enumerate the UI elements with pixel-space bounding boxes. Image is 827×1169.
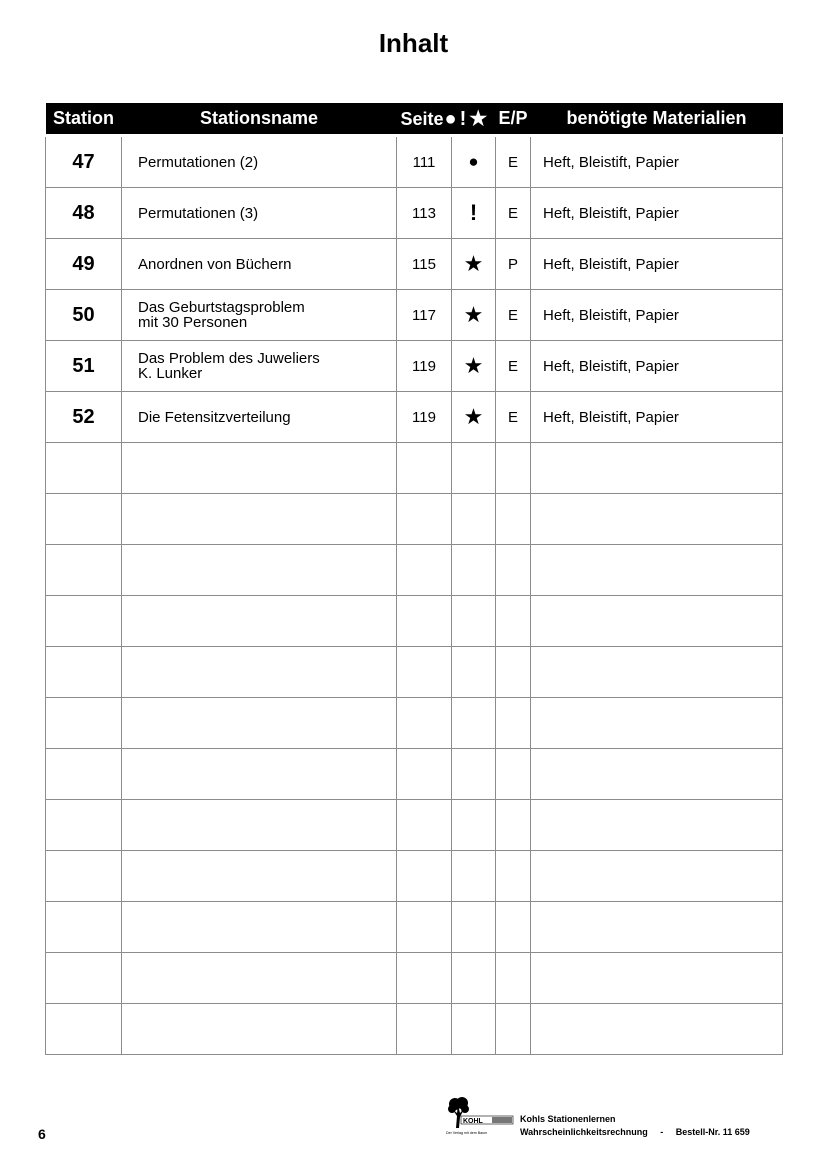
empty-cell (452, 749, 496, 800)
empty-cell (397, 494, 452, 545)
footer-order-number: Bestell-Nr. 11 659 (675, 1127, 750, 1137)
station-name-line: Das Problem des Juweliers (138, 350, 320, 367)
difficulty-symbol-icon: ★ (452, 392, 496, 443)
empty-cell (46, 596, 122, 647)
materials-cell: Heft, Bleistift, Papier (531, 341, 783, 392)
empty-cell (397, 545, 452, 596)
station-name (122, 239, 397, 290)
difficulty-symbol-icon: ★ (452, 341, 496, 392)
station-name-line: Anordnen von Büchern (138, 255, 292, 273)
empty-cell (397, 851, 452, 902)
empty-cell (452, 902, 496, 953)
empty-cell (46, 1004, 122, 1055)
work-form-cell: E (496, 188, 531, 239)
footer-series: Kohls Stationenlernen (520, 1114, 616, 1124)
empty-cell (397, 1004, 452, 1055)
contents-table (45, 103, 783, 1055)
page-number-cell: 119 (397, 392, 452, 443)
empty-cell (531, 851, 783, 902)
empty-cell (496, 800, 531, 851)
table-row (46, 341, 783, 392)
empty-cell (397, 443, 452, 494)
empty-row (46, 902, 783, 953)
work-form-cell: E (496, 392, 531, 443)
empty-cell (122, 647, 397, 698)
empty-row (46, 443, 783, 494)
empty-cell (496, 749, 531, 800)
table-row (46, 392, 783, 443)
empty-cell (531, 494, 783, 545)
empty-cell (46, 800, 122, 851)
station-number: 50 (46, 290, 122, 341)
empty-cell (46, 749, 122, 800)
publisher-logo (444, 1096, 514, 1136)
materials-cell: Heft, Bleistift, Papier (531, 290, 783, 341)
empty-cell (452, 953, 496, 1004)
work-form-cell: E (496, 136, 531, 188)
empty-cell (122, 749, 397, 800)
empty-cell (122, 1004, 397, 1055)
station-name (122, 290, 397, 341)
empty-row (46, 545, 783, 596)
page-number: 6 (38, 1126, 46, 1142)
station-name-line: Die Fetensitzverteilung (138, 408, 291, 426)
empty-cell (122, 698, 397, 749)
page-number-cell: 117 (397, 290, 452, 341)
work-form-cell: P (496, 239, 531, 290)
footer-book-title: Wahrscheinlichkeitsrechnung (520, 1127, 648, 1137)
empty-cell (496, 596, 531, 647)
table-row (46, 188, 783, 239)
empty-cell (531, 749, 783, 800)
empty-cell (452, 596, 496, 647)
empty-cell (452, 800, 496, 851)
materials-cell: Heft, Bleistift, Papier (531, 239, 783, 290)
difficulty-symbol-icon: ● (452, 136, 496, 188)
empty-row (46, 800, 783, 851)
empty-cell (531, 443, 783, 494)
empty-cell (496, 953, 531, 1004)
empty-cell (531, 647, 783, 698)
logo-tagline: Der Verlag mit dem Baum (446, 1131, 488, 1135)
materials-cell: Heft, Bleistift, Papier (531, 188, 783, 239)
logo-name: KOHL (463, 1118, 483, 1125)
table-row (46, 239, 783, 290)
star-icon: ★ (469, 108, 489, 130)
empty-cell (397, 902, 452, 953)
empty-cell (496, 1004, 531, 1055)
empty-cell (531, 800, 783, 851)
station-name-line: K. Lunker (138, 365, 203, 382)
station-name (122, 341, 397, 392)
page-title: Inhalt (378, 28, 449, 58)
station-name-line: Das Geburtstagsproblem (138, 299, 305, 316)
table-header-row (46, 103, 783, 136)
empty-cell (531, 698, 783, 749)
work-form-cell: E (496, 290, 531, 341)
empty-cell (397, 647, 452, 698)
empty-cell (496, 494, 531, 545)
materials-cell: Heft, Bleistift, Papier (531, 136, 783, 188)
empty-cell (46, 647, 122, 698)
footer-separator: - (660, 1127, 664, 1137)
materials-cell: Heft, Bleistift, Papier (531, 392, 783, 443)
empty-row (46, 647, 783, 698)
empty-row (46, 749, 783, 800)
difficulty-symbol-icon: ★ (452, 239, 496, 290)
empty-cell (122, 953, 397, 1004)
empty-cell (122, 596, 397, 647)
empty-cell (496, 902, 531, 953)
empty-cell (452, 1004, 496, 1055)
difficulty-symbol-icon: ! (452, 188, 496, 239)
header-materials: benötigte Materialien (531, 103, 783, 136)
station-name (122, 136, 397, 188)
empty-cell (46, 902, 122, 953)
empty-row (46, 1004, 783, 1055)
station-name-line: mit 30 Personen (138, 314, 248, 331)
table-row (46, 290, 783, 341)
empty-cell (122, 443, 397, 494)
empty-cell (397, 953, 452, 1004)
circle-icon: ● (444, 108, 458, 130)
empty-row (46, 698, 783, 749)
empty-cell (496, 647, 531, 698)
header-page-symbols (397, 103, 496, 136)
empty-cell (452, 443, 496, 494)
empty-cell (46, 851, 122, 902)
empty-cell (496, 545, 531, 596)
empty-cell (496, 443, 531, 494)
station-name (122, 188, 397, 239)
empty-cell (397, 800, 452, 851)
empty-cell (122, 851, 397, 902)
empty-cell (122, 494, 397, 545)
empty-cell (496, 698, 531, 749)
station-number: 51 (46, 341, 122, 392)
empty-cell (531, 596, 783, 647)
empty-cell (531, 953, 783, 1004)
page-number-cell: 119 (397, 341, 452, 392)
empty-cell (46, 443, 122, 494)
header-station: Station (46, 103, 122, 136)
empty-cell (452, 545, 496, 596)
empty-cell (531, 545, 783, 596)
footer-credits (520, 1113, 750, 1139)
empty-row (46, 851, 783, 902)
station-name-line: Permutationen (2) (138, 153, 259, 171)
work-form-cell: E (496, 341, 531, 392)
station-number: 48 (46, 188, 122, 239)
header-station-name: Stationsname (122, 103, 397, 136)
header-ep: E/P (496, 103, 531, 136)
station-number: 47 (46, 136, 122, 188)
empty-cell (397, 698, 452, 749)
empty-cell (122, 545, 397, 596)
empty-cell (46, 698, 122, 749)
page-number-cell: 113 (397, 188, 452, 239)
empty-row (46, 596, 783, 647)
station-name-line: Permutationen (3) (138, 204, 259, 222)
page-number-cell: 111 (397, 136, 452, 188)
station-number: 49 (46, 239, 122, 290)
empty-cell (452, 698, 496, 749)
empty-cell (46, 545, 122, 596)
empty-cell (46, 953, 122, 1004)
empty-cell (452, 647, 496, 698)
table-row (46, 136, 783, 188)
empty-cell (122, 902, 397, 953)
empty-cell (397, 749, 452, 800)
page-number-cell: 115 (397, 239, 452, 290)
empty-cell (452, 851, 496, 902)
station-name (122, 392, 397, 443)
empty-cell (496, 851, 531, 902)
empty-cell (46, 494, 122, 545)
exclamation-icon: ! (459, 108, 468, 130)
difficulty-symbol-icon: ★ (452, 290, 496, 341)
empty-cell (531, 902, 783, 953)
station-number: 52 (46, 392, 122, 443)
empty-cell (531, 1004, 783, 1055)
header-page: Seite (400, 109, 444, 129)
empty-cell (122, 800, 397, 851)
empty-cell (452, 494, 496, 545)
empty-row (46, 953, 783, 1004)
empty-cell (397, 596, 452, 647)
empty-row (46, 494, 783, 545)
